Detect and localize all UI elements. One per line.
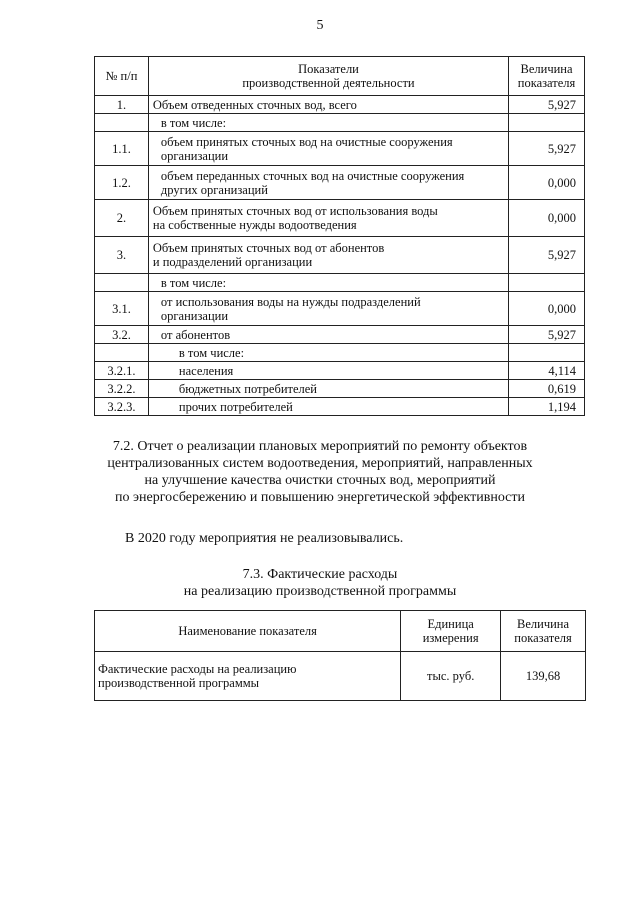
row-num: 1.	[95, 96, 149, 114]
row-value: 5,927	[509, 326, 585, 344]
row-label	[148, 200, 508, 237]
section-7-2-heading	[0, 438, 640, 506]
header-indicator	[148, 57, 508, 96]
row-label	[148, 166, 508, 200]
row-label-line2: на собственные нужды водоотведения	[152, 218, 357, 232]
row-num: 3.2.3.	[95, 398, 149, 416]
expense-unit: тыс. руб.	[401, 652, 501, 701]
row-value: 5,927	[509, 237, 585, 274]
expense-name-line2: производственной программы	[98, 676, 260, 690]
header-num: № п/п	[95, 57, 149, 96]
row-value: 0,000	[509, 200, 585, 237]
row-label: бюджетных потребителей	[148, 380, 508, 398]
section-7-2-line1: 7.2. Отчет о реализации плановых мероприятий по ремонту объектов	[112, 439, 528, 454]
row-value: 0,619	[509, 380, 585, 398]
table-row	[95, 652, 586, 701]
row-value: 5,927	[509, 132, 585, 166]
row-num: 3.2.2.	[95, 380, 149, 398]
table-row	[95, 292, 585, 326]
row-num: 1.2.	[95, 166, 149, 200]
header-value-line2: показателя	[514, 631, 572, 645]
table-header-row	[95, 611, 586, 652]
row-label: в том числе:	[148, 344, 508, 362]
row-label-line1: от использования воды на нужды подразделений	[160, 294, 421, 309]
table-row	[95, 380, 585, 398]
row-num: 3.2.	[95, 326, 149, 344]
header-value	[509, 57, 585, 96]
header-value	[501, 611, 586, 652]
table-row	[95, 237, 585, 274]
row-label	[148, 132, 508, 166]
row-label: прочих потребителей	[148, 398, 508, 416]
row-label: в том числе:	[148, 274, 508, 292]
section-7-2-line3: на улучшение качества очистки сточных вод, мероприятий	[144, 473, 496, 488]
row-num: 3.	[95, 237, 149, 274]
row-label-line2: организации	[160, 308, 229, 323]
table-header-row	[95, 57, 585, 96]
table-row	[95, 200, 585, 237]
section-7-2-line4: по энергосбережению и повышению энергетической эффективности	[115, 490, 525, 505]
header-name: Наименование показателя	[95, 611, 401, 652]
table-row	[95, 344, 585, 362]
section-7-2-line2: централизованных систем водоотведения, мероприятий, направленных	[107, 456, 533, 471]
row-label-line2: организации	[160, 148, 229, 163]
row-value: 4,114	[509, 362, 585, 380]
row-label-line1: объем переданных сточных вод на очистные сооружения	[160, 168, 465, 183]
section-7-3-line1: 7.3. Фактические расходы	[242, 567, 398, 582]
wastewater-indicators-table	[94, 56, 585, 416]
page-number: 5	[316, 18, 324, 33]
row-num	[95, 114, 149, 132]
expense-name	[95, 652, 401, 701]
header-value-line1: Величина	[520, 62, 573, 76]
expenses-table	[94, 610, 586, 701]
row-label-line1: объем принятых сточных вод на очистные сооружения	[160, 134, 453, 149]
table-row	[95, 398, 585, 416]
row-label: от абонентов	[148, 326, 508, 344]
header-value-line2: показателя	[517, 76, 576, 90]
table-row	[95, 326, 585, 344]
row-label: населения	[148, 362, 508, 380]
row-value	[509, 344, 585, 362]
header-value-line1: Величина	[517, 617, 570, 631]
row-value: 1,194	[509, 398, 585, 416]
row-num: 1.1.	[95, 132, 149, 166]
row-num: 2.	[95, 200, 149, 237]
header-indicator-line2: производственной деятельности	[242, 76, 415, 90]
row-label-line1: Объем принятых сточных вод от абонентов	[152, 241, 385, 255]
row-label: в том числе:	[148, 114, 508, 132]
row-label: Объем отведенных сточных вод, всего	[148, 96, 508, 114]
row-value: 0,000	[509, 166, 585, 200]
row-num	[95, 274, 149, 292]
section-7-3-line2: на реализацию производственной программы	[183, 584, 457, 599]
section-7-3-heading	[0, 566, 640, 600]
header-unit-line1: Единица	[427, 617, 474, 631]
table-row	[95, 132, 585, 166]
header-indicator-line1: Показатели	[298, 62, 359, 76]
table-row	[95, 96, 585, 114]
header-unit-line2: измерения	[422, 631, 479, 645]
note-2020: В 2020 году мероприятия не реализовывались.	[125, 531, 404, 546]
row-value	[509, 114, 585, 132]
row-label-line2: и подразделений организации	[152, 255, 313, 269]
row-label	[148, 237, 508, 274]
expense-value: 139,68	[501, 652, 586, 701]
expense-name-line1: Фактические расходы на реализацию	[98, 662, 297, 676]
table-row	[95, 114, 585, 132]
row-value: 0,000	[509, 292, 585, 326]
row-num: 3.2.1.	[95, 362, 149, 380]
table-row	[95, 274, 585, 292]
row-label	[148, 292, 508, 326]
table-row	[95, 362, 585, 380]
row-num	[95, 344, 149, 362]
row-value: 5,927	[509, 96, 585, 114]
header-unit	[401, 611, 501, 652]
row-label-line2: других организаций	[160, 182, 268, 197]
table-row	[95, 166, 585, 200]
row-label-line1: Объем принятых сточных вод от использования воды	[152, 204, 438, 218]
row-value	[509, 274, 585, 292]
row-num: 3.1.	[95, 292, 149, 326]
